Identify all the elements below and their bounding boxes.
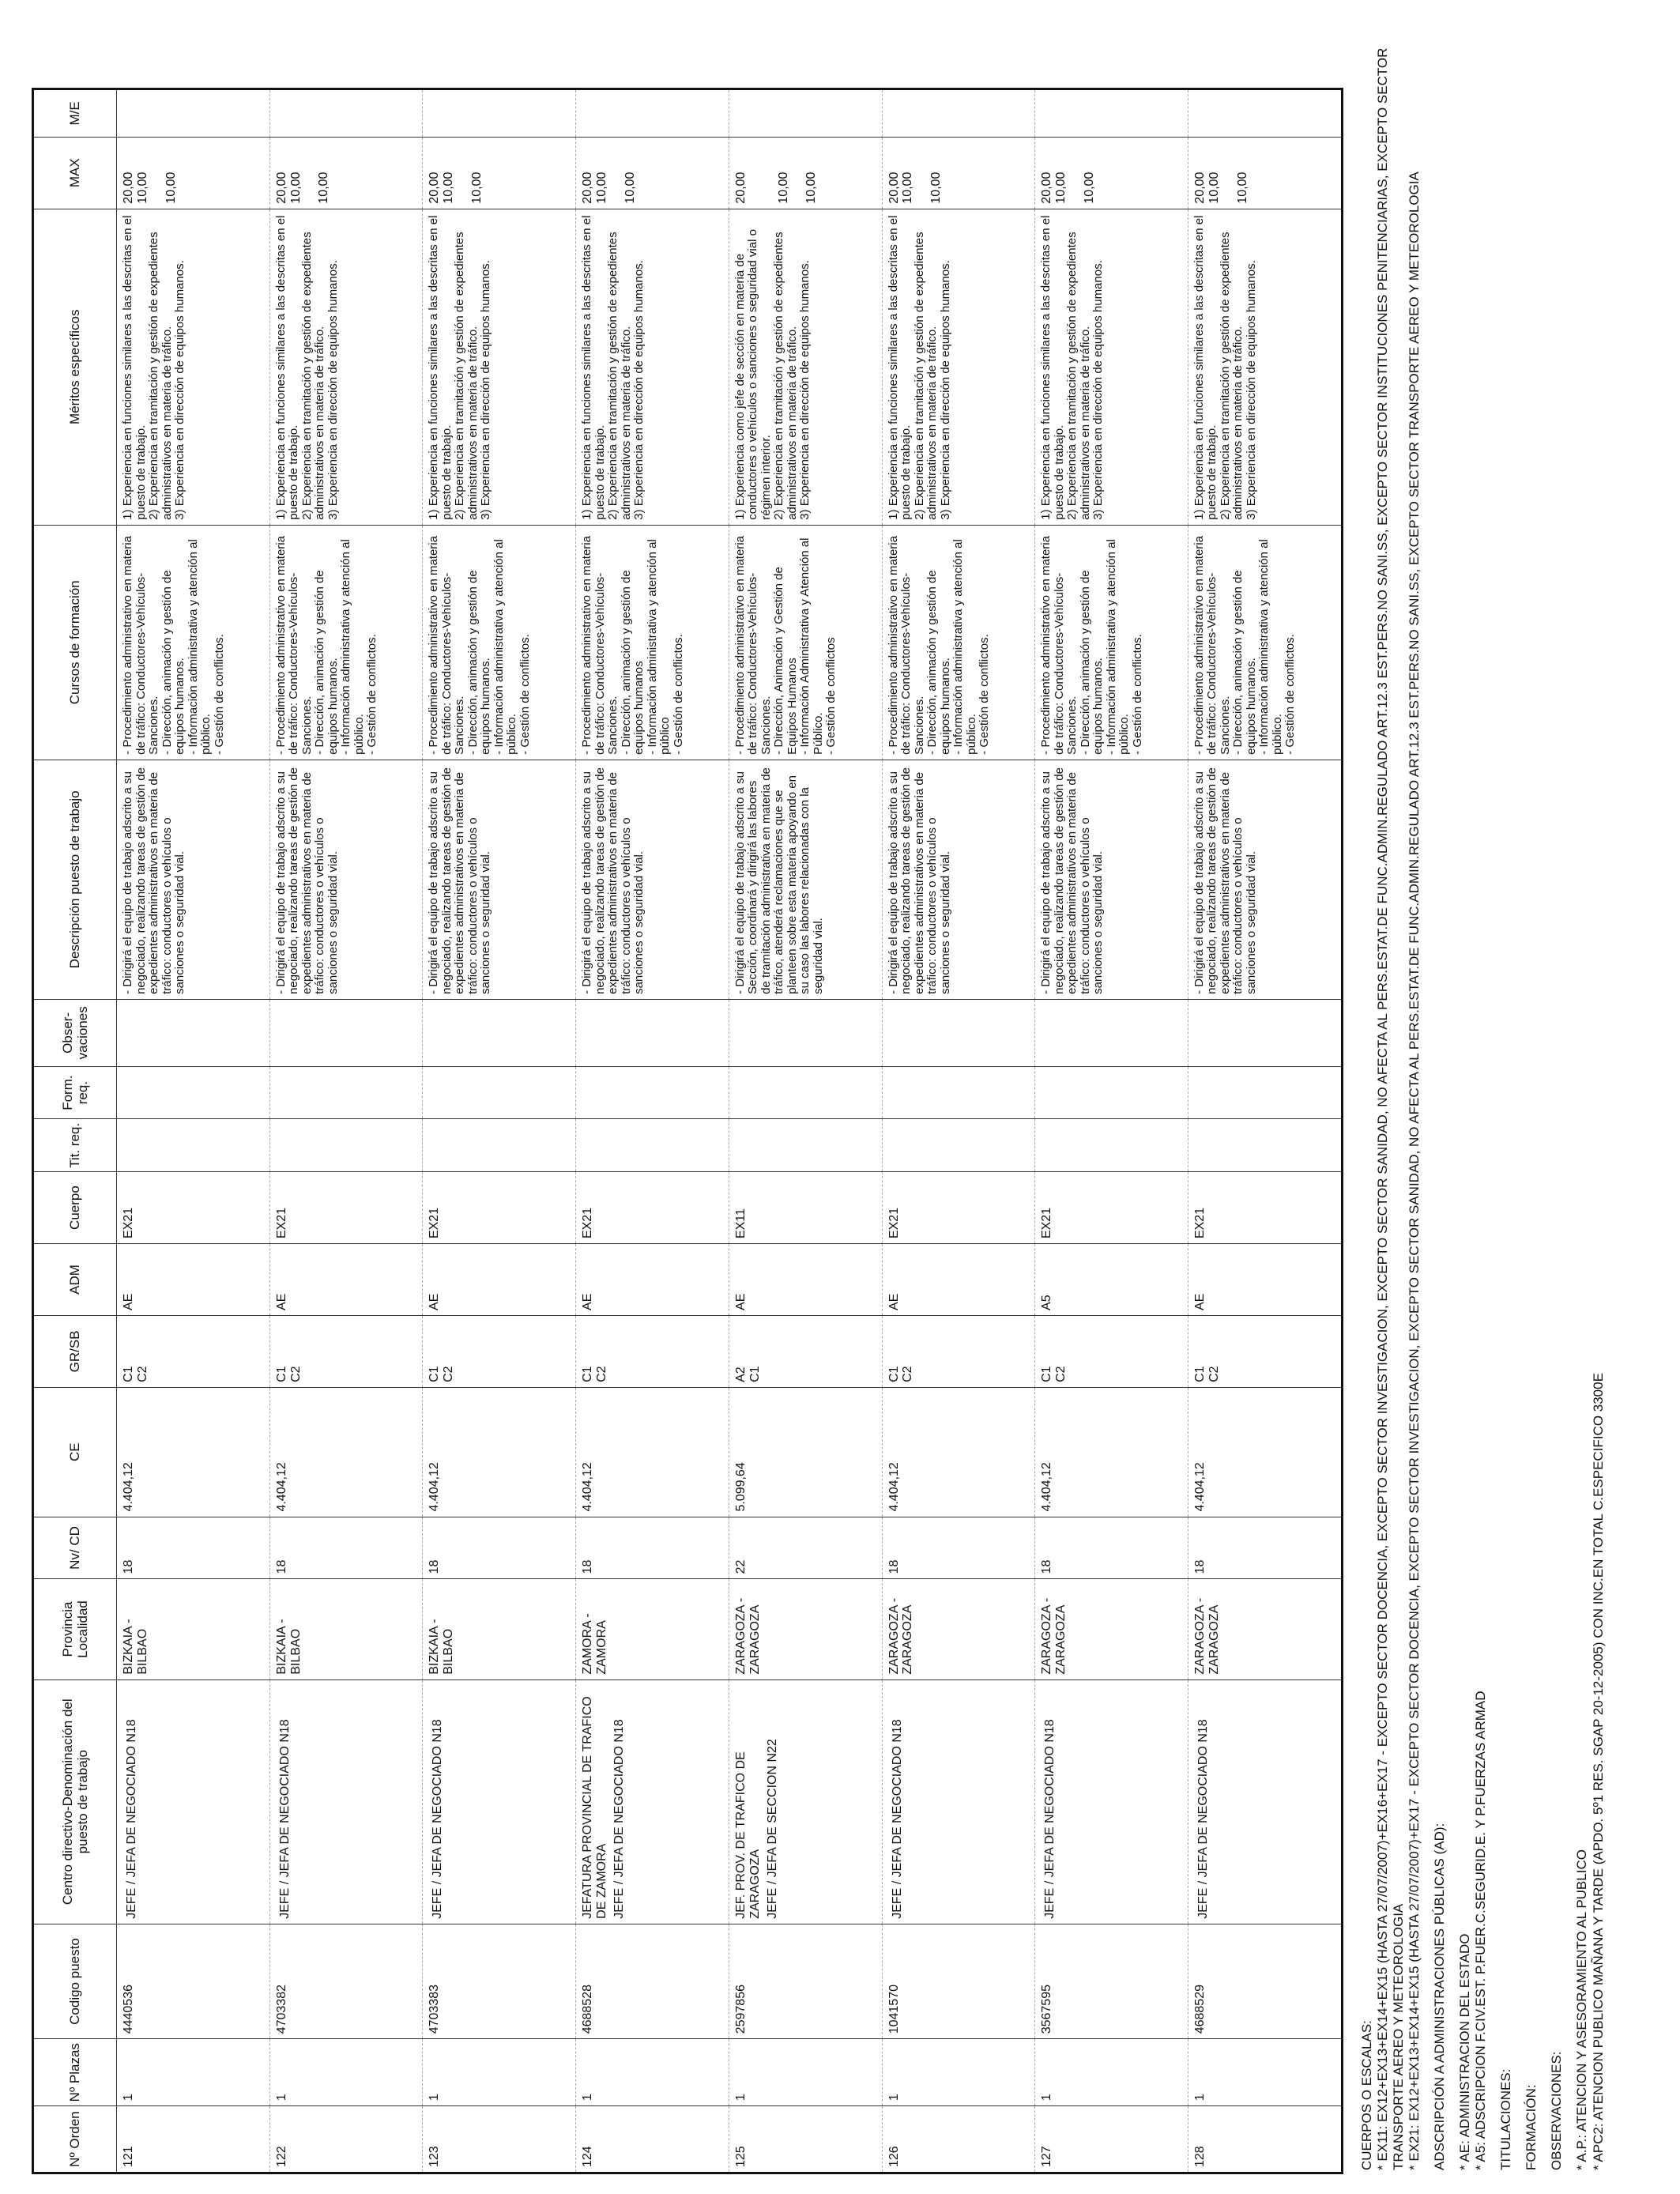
- descripcion-cell: - Dirigirá el equipo de trabajo adscrito a su negociado, realizando tareas de gestión de expedientes administrativos en materia de tráfico: conductores o vehículos o sanciones o seguridad vial.: [882, 760, 1035, 999]
- plazas-cell: 1: [1188, 2039, 1342, 2106]
- header-cell: MAX: [33, 137, 117, 209]
- denominacion-cell: [1188, 1679, 1342, 1924]
- provincia-cell: BIZKAIA - BILBAO: [117, 1579, 270, 1679]
- me-cell: [576, 89, 729, 138]
- max-cell: 20,00 10,00 10,00: [729, 137, 882, 209]
- denominacion-cell: [882, 1679, 1035, 1924]
- tit-cell: [882, 1119, 1035, 1172]
- provincia-cell: ZARAGOZA - ZARAGOZA: [729, 1579, 882, 1679]
- tit-cell: [1188, 1119, 1342, 1172]
- cuerpo-cell: EX21: [269, 1172, 423, 1244]
- obs-cell: [882, 999, 1035, 1066]
- plazas-cell: 1: [576, 2039, 729, 2106]
- me-cell: [729, 89, 882, 138]
- table-row: [269, 89, 423, 2173]
- tit-cell: [423, 1119, 576, 1172]
- provincia-cell: BIZKAIA - BILBAO: [423, 1579, 576, 1679]
- cuerpo-cell: EX21: [1188, 1172, 1342, 1244]
- cursos-cell: - Procedimiento administrativo en materia de tráfico: Conductores-Vehículos-Sanciones. - Dirección, animación y gestión de equipos humanos. - Información administrativa y atención al público. - Gestión de conflictos.: [1188, 525, 1342, 760]
- grsb-cell: C1 C2: [117, 1315, 270, 1387]
- orden-cell: 127: [1035, 2106, 1188, 2173]
- puestos-table: [32, 88, 1343, 2174]
- form-cell: [1035, 1066, 1188, 1119]
- header-cell: Cursos de formación: [33, 525, 117, 760]
- nivel-cell: 18: [1035, 1517, 1188, 1579]
- denominacion-cell: [1035, 1679, 1188, 1924]
- note-ae: * AE: ADMINISTRACION DEL ESTADO: [1457, 1933, 1473, 2170]
- form-cell: [1188, 1066, 1342, 1119]
- header-cell: Tit. req.: [33, 1119, 117, 1172]
- adm-cell: A5: [1035, 1244, 1188, 1316]
- table-row: [729, 89, 882, 2173]
- descripcion-cell: - Dirigirá el equipo de trabajo adscrito a su negociado, realizando tareas de gestión de expedientes administrativos en materia de tráfico: conductores o vehículos o sanciones o seguridad vial.: [576, 760, 729, 999]
- orden-cell: 124: [576, 2106, 729, 2173]
- denominacion: JEFE / JEFA DE NEGOCIADO N18: [1196, 1719, 1210, 1919]
- nivel-cell: 18: [117, 1517, 270, 1579]
- adm-cell: AE: [576, 1244, 729, 1316]
- denominacion: JEFE / JEFA DE NEGOCIADO N18: [890, 1719, 904, 1919]
- cuerpo-cell: EX21: [576, 1172, 729, 1244]
- adm-cell: AE: [117, 1244, 270, 1316]
- descripcion-cell: - Dirigirá el equipo de trabajo adscrito a su negociado, realizando tareas de gestión de expedientes administrativos en materia de tráfico: conductores o vehículos o sanciones o seguridad vial.: [1188, 760, 1342, 999]
- descripcion-cell: - Dirigirá el equipo de trabajo adscrito a su negociado, realizando tareas de gestión de expedientes administrativos en materia de tráfico: conductores o vehículos o sanciones o seguridad vial.: [117, 760, 270, 999]
- grsb-cell: C1 C2: [269, 1315, 423, 1387]
- adm-cell: AE: [882, 1244, 1035, 1316]
- adm-cell: AE: [269, 1244, 423, 1316]
- codigo-cell: 4688528: [576, 1924, 729, 2038]
- ce-cell: 5.099,64: [729, 1387, 882, 1517]
- ce-cell: 4.404,12: [269, 1387, 423, 1517]
- obs-cell: [576, 999, 729, 1066]
- cuerpo-cell: EX21: [1035, 1172, 1188, 1244]
- orden-cell: 123: [423, 2106, 576, 2173]
- cursos-cell: - Procedimiento administrativo en materia de tráfico: Conductores-Vehículos-Sanciones. - Dirección, animación y gestión de equipos humanos. - Información administrativa y atención al público. - Gestión de conflictos.: [882, 525, 1035, 760]
- header-cell: Descripción puesto de trabajo: [33, 760, 117, 999]
- denominacion: JEFE / JEFA DE SECCION N22: [765, 1739, 779, 1919]
- max-cell: 20,00 10,00 10,00: [882, 137, 1035, 209]
- descripcion-cell: - Dirigirá el equipo de trabajo adscrito a su negociado, realizando tareas de gestión de expedientes administrativos en materia de tráfico: conductores o vehículos o sanciones o seguridad vial.: [1035, 760, 1188, 999]
- meritos-cell: 1) Experiencia como jefe de sección en materia de conductores o vehículos o sanciones o seguridad vial o régimen interior. 2) Experiencia en tramitación y gestión de expedientes administrativos en materia de tráfico. 3) Experiencia en dirección de equipos humanos.: [729, 209, 882, 525]
- ce-cell: 4.404,12: [117, 1387, 270, 1517]
- denominacion-cell: [576, 1679, 729, 1924]
- header-cell: Méritos específicos: [33, 209, 117, 525]
- table-row: [117, 89, 270, 2173]
- header-row: [33, 89, 117, 2173]
- grsb-cell: C1 C2: [1035, 1315, 1188, 1387]
- codigo-cell: 4703383: [423, 1924, 576, 2038]
- meritos-cell: 1) Experiencia en funciones similares a las descritas en el puesto de trabajo. 2) Experiencia en tramitación y gestión de expedientes administrativos en materia de tráfico. 3) Experiencia en dirección de equipos humanos.: [576, 209, 729, 525]
- note-ex11: * EX11: EX12+EX13+EX14+EX15 (HASTA 27/07/2007)+EX16+EX17 - EXCEPTO SECTOR DOCENCIA, EXCEPTO SECTOR INVESTIGACION, EXCEPTO SECTOR SANIDAD, NO AFECTA AL PERS.ESTAT.DE FUNC.ADMIN.REGULADO ART.12.3 EST.PERS.NO SANI.SS, EXCEPTO SECTOR INSTITUCIONES PENITENCIARIAS, EXCEPTO SECTOR TRANSPORTE AEREO Y METEOROLOGIA: [1375, 47, 1407, 2170]
- codigo-cell: 4440536: [117, 1924, 270, 2038]
- nivel-cell: 22: [729, 1517, 882, 1579]
- note-ex21: * EX21: EX12+EX13+EX14+EX15 (HASTA 27/07/2007)+EX17 - EXCEPTO SECTOR DOCENCIA, EXCEPTO SECTOR INVESTIGACION, EXCEPTO SECTOR SANIDAD, NO AFECTA AL PERS.ESTAT.DE FUNC.ADMIN.REGULADO ART.12.3 EST.PERS.NO SANI.SS, EXCEPTO SECTOR TRANSPORTE AEREO Y METEOROLOGIA: [1407, 172, 1422, 2170]
- max-cell: 20,00 10,00 10,00: [1035, 137, 1188, 209]
- me-cell: [117, 89, 270, 138]
- provincia-cell: BIZKAIA - BILBAO: [269, 1579, 423, 1679]
- meritos-cell: 1) Experiencia en funciones similares a las descritas en el puesto de trabajo. 2) Experiencia en tramitación y gestión de expedientes administrativos en materia de tráfico. 3) Experiencia en dirección de equipos humanos.: [269, 209, 423, 525]
- obs-cell: [1035, 999, 1188, 1066]
- cuerpo-cell: EX11: [729, 1172, 882, 1244]
- adm-cell: AE: [729, 1244, 882, 1316]
- nivel-cell: 18: [423, 1517, 576, 1579]
- plazas-cell: 1: [1035, 2039, 1188, 2106]
- header-cell: Nv/ CD: [33, 1517, 117, 1579]
- plazas-cell: 1: [729, 2039, 882, 2106]
- tit-cell: [576, 1119, 729, 1172]
- denominacion: JEFE / JEFA DE NEGOCIADO N18: [431, 1719, 445, 1919]
- denominacion: JEFE / JEFA DE NEGOCIADO N18: [612, 1719, 626, 1919]
- header-cell: Codigo puesto: [33, 1924, 117, 2038]
- adm-cell: AE: [1188, 1244, 1342, 1316]
- cuerpo-cell: EX21: [117, 1172, 270, 1244]
- grsb-cell: C1 C2: [1188, 1315, 1342, 1387]
- max-cell: 20,00 10,00 10,00: [423, 137, 576, 209]
- ce-cell: 4.404,12: [882, 1387, 1035, 1517]
- table-row: [576, 89, 729, 2173]
- header-cell: Provincia Localidad: [33, 1579, 117, 1679]
- meritos-cell: 1) Experiencia en funciones similares a las descritas en el puesto de trabajo. 2) Experiencia en tramitación y gestión de expedientes administrativos en materia de tráfico. 3) Experiencia en dirección de equipos humanos.: [1035, 209, 1188, 525]
- denominacion: JEFE / JEFA DE NEGOCIADO N18: [125, 1719, 138, 1919]
- form-cell: [576, 1066, 729, 1119]
- table-row: [1188, 89, 1342, 2173]
- ce-cell: 4.404,12: [1035, 1387, 1188, 1517]
- cuerpo-cell: EX21: [882, 1172, 1035, 1244]
- plazas-cell: 1: [882, 2039, 1035, 2106]
- cuerpo-cell: EX21: [423, 1172, 576, 1244]
- table-row: [423, 89, 576, 2173]
- descripcion-cell: - Dirigirá el equipo de trabajo adscrito a su negociado, realizando tareas de gestión de expedientes administrativos en materia de tráfico: conductores o vehículos o sanciones o seguridad vial.: [423, 760, 576, 999]
- ce-cell: 4.404,12: [1188, 1387, 1342, 1517]
- denominacion: JEFE / JEFA DE NEGOCIADO N18: [1043, 1719, 1057, 1919]
- max-cell: 20,00 10,00 10,00: [1188, 137, 1342, 209]
- header-cell: Obser-vaciones: [33, 999, 117, 1066]
- ce-cell: 4.404,12: [576, 1387, 729, 1517]
- me-cell: [1188, 89, 1342, 138]
- orden-cell: 125: [729, 2106, 882, 2173]
- denominacion-cell: [269, 1679, 423, 1924]
- denominacion-cell: [729, 1679, 882, 1924]
- note-ap: * A.P.: ATENCION Y ASESORAMIENTO AL PUBLICO: [1574, 1849, 1590, 2170]
- obs-cell: [117, 999, 270, 1066]
- obs-cell: [729, 999, 882, 1066]
- nivel-cell: 18: [882, 1517, 1035, 1579]
- adm-cell: AE: [423, 1244, 576, 1316]
- cursos-cell: - Procedimiento administrativo en materia de tráfico: Conductores-Vehículos-Sanciones. - Dirección, animación y gestión de equipos humanos. - Información administrativa y atención al público. - Gestión de conflictos.: [423, 525, 576, 760]
- orden-cell: 126: [882, 2106, 1035, 2173]
- codigo-cell: 4688529: [1188, 1924, 1342, 2038]
- ce-cell: 4.404,12: [423, 1387, 576, 1517]
- max-cell: 20,00 10,00 10,00: [576, 137, 729, 209]
- table-row: [882, 89, 1035, 2173]
- me-cell: [882, 89, 1035, 138]
- header-cell: Form. req.: [33, 1066, 117, 1119]
- note-a5: * A5: ADSCRIPCION F.CIV.EST. P.FUER.C.SEGURID.E. Y P.FUERZAS ARMAD: [1473, 1691, 1489, 2170]
- codigo-cell: 1041570: [882, 1924, 1035, 2038]
- nivel-cell: 18: [1188, 1517, 1342, 1579]
- form-cell: [269, 1066, 423, 1119]
- cursos-cell: - Procedimiento administrativo en materia de tráfico: Conductores-Vehículos-Sanciones. - Dirección, animación y gestión de equipos humanos. - Información administrativa y atención al público. - Gestión de conflictos.: [117, 525, 270, 760]
- orden-cell: 122: [269, 2106, 423, 2173]
- cursos-cell: - Procedimiento administrativo en materia de tráfico: Conductores-Vehículos-Sanciones. - Dirección, animación y gestión de equipos humanos. - Información administrativa y atención al público. - Gestión de conflictos.: [1035, 525, 1188, 760]
- note-apc2: * APC2: ATENCION PUBLICO MAÑANA Y TARDE (APDO. 5º1 RES. SGAP 20-12-2005) CON INC.EN TOTAL C.ESPECIFICO 3300E: [1590, 1373, 1606, 2170]
- max-cell: 20,00 10,00 10,00: [117, 137, 270, 209]
- meritos-cell: 1) Experiencia en funciones similares a las descritas en el puesto de trabajo. 2) Experiencia en tramitación y gestión de expedientes administrativos en materia de tráfico. 3) Experiencia en dirección de equipos humanos.: [117, 209, 270, 525]
- meritos-cell: 1) Experiencia en funciones similares a las descritas en el puesto de trabajo. 2) Experiencia en tramitación y gestión de expedientes administrativos en materia de tráfico. 3) Experiencia en dirección de equipos humanos.: [882, 209, 1035, 525]
- tit-cell: [117, 1119, 270, 1172]
- tit-cell: [269, 1119, 423, 1172]
- cursos-cell: - Procedimiento administrativo en materia de tráfico: Conductores-Vehículos-Sanciones. - Dirección, animación y gestión de equipos humanos - Información administrativa y atención al público - Gestión de conflictos.: [576, 525, 729, 760]
- plazas-cell: 1: [269, 2039, 423, 2106]
- header-cell: Cuerpo: [33, 1172, 117, 1244]
- adscripcion-title: ADSCRIPCIÓN A ADMINISTRACIONES PÚBLICAS (AD):: [1432, 1823, 1448, 2170]
- provincia-cell: ZARAGOZA - ZARAGOZA: [1035, 1579, 1188, 1679]
- obs-cell: [1188, 999, 1342, 1066]
- grsb-cell: A2 C1: [729, 1315, 882, 1387]
- header-cell: Centro directivo-Denominación del puesto de trabajo: [33, 1679, 117, 1924]
- header-cell: CE: [33, 1387, 117, 1517]
- me-cell: [1035, 89, 1188, 138]
- obs-cell: [269, 999, 423, 1066]
- grsb-cell: C1 C2: [423, 1315, 576, 1387]
- nivel-cell: 18: [269, 1517, 423, 1579]
- denominacion: JEFE / JEFA DE NEGOCIADO N18: [277, 1719, 292, 1919]
- codigo-cell: 4703382: [269, 1924, 423, 2038]
- form-cell: [729, 1066, 882, 1119]
- header-cell: Nº Orden: [33, 2106, 117, 2173]
- meritos-cell: 1) Experiencia en funciones similares a las descritas en el puesto de trabajo. 2) Experiencia en tramitación y gestión de expedientes administrativos en materia de tráfico. 3) Experiencia en dirección de equipos humanos.: [423, 209, 576, 525]
- me-cell: [423, 89, 576, 138]
- cuerpos-title: CUERPOS O ESCALAS:: [1359, 2020, 1374, 2170]
- centro-directivo: JEF. PROV. DE TRAFICO DE ZARAGOZA: [733, 1751, 762, 1919]
- header-cell: M/E: [33, 89, 117, 138]
- orden-cell: 121: [117, 2106, 270, 2173]
- titulaciones-title: TITULACIONES:: [1498, 2068, 1514, 2170]
- header-cell: GR/SB: [33, 1315, 117, 1387]
- form-cell: [423, 1066, 576, 1119]
- nivel-cell: 18: [576, 1517, 729, 1579]
- codigo-cell: 2597856: [729, 1924, 882, 2038]
- grsb-cell: C1 C2: [576, 1315, 729, 1387]
- orden-cell: 128: [1188, 2106, 1342, 2173]
- form-cell: [117, 1066, 270, 1119]
- formacion-title: FORMACIÓN:: [1524, 2084, 1539, 2170]
- header-cell: Nº Plazas: [33, 2039, 117, 2106]
- footer-notes: [1359, 36, 1607, 2170]
- table-row: [1035, 89, 1188, 2173]
- cursos-cell: - Procedimiento administrativo en materia de tráfico: Conductores-Vehículos-Sanciones. - Dirección, animación y gestión de equipos humanos. - Información administrativa y atención al público. - Gestión de conflictos.: [269, 525, 423, 760]
- centro-directivo: JEFATURA PROVINCIAL DE TRAFICO DE ZAMORA: [581, 1696, 609, 1919]
- me-cell: [269, 89, 423, 138]
- header-cell: ADM: [33, 1244, 117, 1316]
- meritos-cell: 1) Experiencia en funciones similares a las descritas en el puesto de trabajo. 2) Experiencia en tramitación y gestión de expedientes administrativos en materia de tráfico. 3) Experiencia en dirección de equipos humanos.: [1188, 209, 1342, 525]
- observaciones-title: OBSERVACIONES:: [1549, 2051, 1565, 2170]
- cursos-cell: - Procedimiento administrativo en materia de tráfico: Conductores-Vehículos-Sanciones. - Dirección, Animación y Gestión de Equipos Humanos - Información Administrativa y Atención al Público. - Gestión de conflictos: [729, 525, 882, 760]
- grsb-cell: C1 C2: [882, 1315, 1035, 1387]
- obs-cell: [423, 999, 576, 1066]
- provincia-cell: ZARAGOZA - ZARAGOZA: [1188, 1579, 1342, 1679]
- provincia-cell: ZARAGOZA - ZARAGOZA: [882, 1579, 1035, 1679]
- tit-cell: [1035, 1119, 1188, 1172]
- plazas-cell: 1: [423, 2039, 576, 2106]
- codigo-cell: 3567595: [1035, 1924, 1188, 2038]
- denominacion-cell: [423, 1679, 576, 1924]
- descripcion-cell: - Dirigirá el equipo de trabajo adscrito a su Sección, coordinará y dirigirá las labores de tramitación administrativa en materia de tráfico, atenderá reclamaciones que se planteen sobre esta materia apoyando en su caso las labores relacionadas con la seguridad vial.: [729, 760, 882, 999]
- denominacion-cell: [117, 1679, 270, 1924]
- max-cell: 20,00 10,00 10,00: [269, 137, 423, 209]
- descripcion-cell: - Dirigirá el equipo de trabajo adscrito a su negociado, realizando tareas de gestión de expedientes administrativos en materia de tráfico: conductores o vehículos o sanciones o seguridad vial.: [269, 760, 423, 999]
- tit-cell: [729, 1119, 882, 1172]
- form-cell: [882, 1066, 1035, 1119]
- plazas-cell: 1: [117, 2039, 270, 2106]
- provincia-cell: ZAMORA - ZAMORA: [576, 1579, 729, 1679]
